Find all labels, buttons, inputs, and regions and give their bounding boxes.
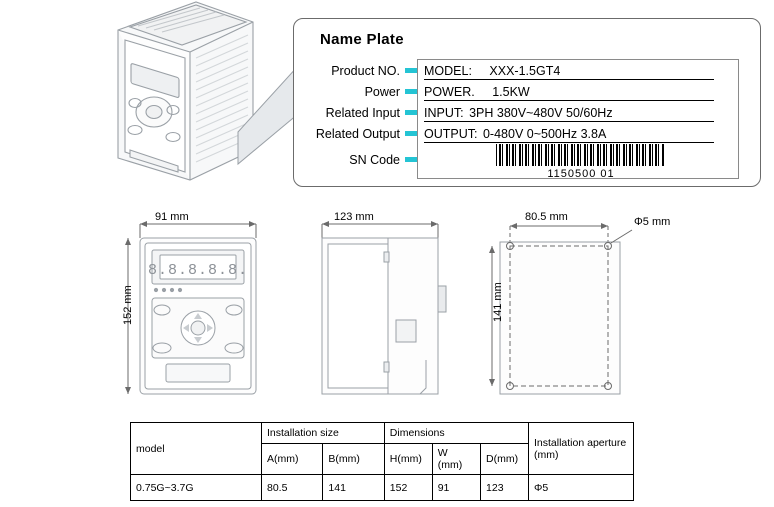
dim-side-width: 123 mm [334, 211, 374, 223]
callout-label-sn-code: SN Code [349, 153, 400, 167]
cell-h: 152 [384, 475, 432, 501]
cell-w: 91 [432, 475, 480, 501]
table-row [131, 475, 634, 501]
plate-value-input: 3PH 380V~480V 50/60Hz [469, 106, 613, 120]
plate-value-output: 0-480V 0~500Hz 3.8A [482, 127, 607, 141]
table-header-row-1 [131, 423, 634, 444]
nameplate-panel [293, 18, 761, 187]
plate-key-power: POWER. [424, 85, 475, 99]
mounting-aperture-drawing [480, 212, 670, 407]
plate-row-power [424, 85, 714, 101]
nameplate-title: Name Plate [320, 31, 404, 48]
table-header-d: D(mm) [481, 444, 529, 475]
table-header-installation-size: Installation size [262, 423, 385, 444]
plate-value-model: XXX-1.5GT4 [489, 64, 561, 78]
cell-aperture: Φ5 [529, 475, 634, 501]
dim-hole-diameter: Φ5 mm [634, 216, 671, 228]
table-header-installation-aperture [529, 423, 634, 475]
plate-row-output [424, 127, 714, 143]
cell-model: 0.75G~3.7G [131, 475, 262, 501]
callout-label-product-no: Product NO. [331, 64, 400, 78]
side-view-drawing [300, 212, 460, 407]
spec-table [130, 422, 634, 501]
plate-key-model: MODEL: [424, 64, 472, 78]
table-header-h: H(mm) [384, 444, 432, 475]
plate-key-output: OUTPUT: [424, 127, 478, 141]
seven-segment-display: 8.8.8.8.8. [147, 262, 249, 279]
table-header-a: A(mm) [262, 444, 323, 475]
plate-row-input [424, 106, 714, 122]
dim-front-width: 91 mm [155, 211, 189, 223]
plate-value-power: 1.5KW [492, 85, 530, 99]
cell-a: 80.5 [262, 475, 323, 501]
front-view-drawing [118, 212, 293, 407]
callout-label-power: Power [364, 85, 400, 99]
plate-row-model [424, 64, 714, 80]
table-header-dimensions: Dimensions [384, 423, 528, 444]
aperture-label-line2: (mm) [534, 448, 559, 461]
table-header-w: W (mm) [432, 444, 480, 475]
dim-mount-width: 80.5 mm [525, 211, 568, 223]
cell-d: 123 [481, 475, 529, 501]
plate-key-input: INPUT: [424, 106, 464, 120]
label-plate [417, 59, 739, 179]
aperture-label-line1: Installation aperture [534, 436, 627, 449]
cell-b: 141 [323, 475, 384, 501]
barcode-number: 1150500 01 [547, 168, 615, 180]
dim-mount-height: 141 mm [492, 282, 504, 322]
barcode-icon [496, 144, 664, 166]
table-header-model: model [131, 423, 262, 475]
table-header-b: B(mm) [323, 444, 384, 475]
callout-label-related-output: Related Output [315, 127, 400, 141]
callout-label-related-input: Related Input [325, 106, 400, 120]
dim-front-height: 152 mm [122, 285, 134, 325]
barcode-block [496, 144, 666, 180]
